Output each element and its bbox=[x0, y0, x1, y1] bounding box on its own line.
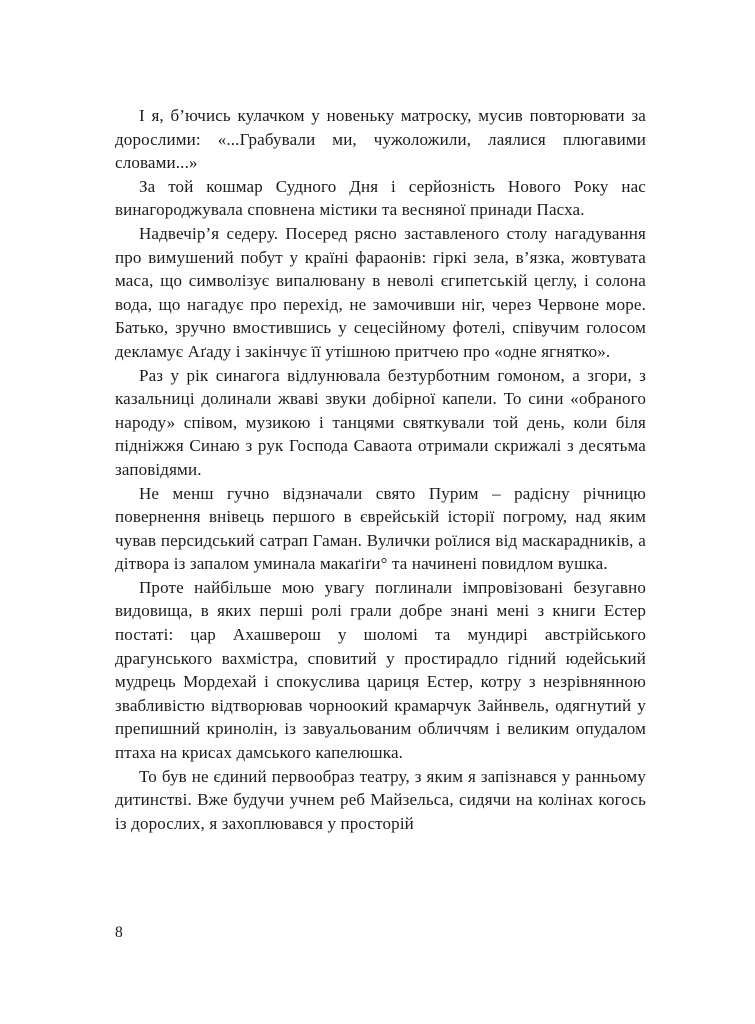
paragraph: І я, б’ючись кулачком у новеньку матроску, мусив повторювати за дорослими: «...Грабували ми, чужоложили, лаялися плюгавими словами...» bbox=[115, 106, 646, 173]
paragraph: То був не єдиний первообраз театру, з яким я запізнався у ранньому дитинстві. Вже будучи учнем реб Майзельса, сидячи на колінах когось із дорослих, я захоплювався у просторій bbox=[115, 766, 646, 833]
text-block bbox=[115, 104, 646, 835]
paragraph: Раз у рік синагога відлунювала безтурботним гомоном, а згори, з казальниці долинали жваві звуки добірної капели. То сини «обраного народу» співом, музикою і танцями святкували той день, коли біля підніжжя Синаю з рук Господа Саваота отримали скрижалі з десятьма заповідями. bbox=[115, 365, 646, 479]
paragraph: За той кошмар Судного Дня і серйозність Нового Року нас винагороджувала сповнена містики та весняної принади Пасха. bbox=[115, 176, 646, 220]
paragraph: Не менш гучно відзначали свято Пурим – радісну річницю повернення внівець першого в єврейській історії погрому, над яким чував персидський сатрап Гаман. Вулички роїлися від маскарадників, а дітвора із запалом уминала макаґіґи° та начинені повидлом вушка. bbox=[115, 483, 646, 574]
paragraph: Проте найбільше мою увагу поглинали імпровізовані безугавно видовища, в яких перші ролі грали добре знані мені з книги Естер постаті: цар Ахашверош у шоломі та мундирі австрійського драгунського вахмістра, сповитий у простирадло гідний юдейський мудрець Мордехай і спокуслива цариця Естер, котру з незрівнянною звабливістю відтворював чорноокий крамарчук Зайнвель, одягнутий у препишний кринолін, із завуальованим обличчям і великим опудалом птаха на крисах дамського капелюшка. bbox=[115, 577, 646, 763]
page-number: 8 bbox=[115, 924, 123, 941]
paragraph: Надвечір’я седеру. Посеред рясно заставленого столу нагадування про вимушений побут у країні фараонів: гіркі зела, в’язка, жовтувата маса, що символізує випалювану в неволі єгипетській цеглу, і солона вода, що нагадує про перехід, не замочивши ніг, через Червоне море. Батько, зручно вмостившись у сецесійному фотелі, співучим голосом декламує Аґаду і закінчує її утішною притчею про «одне ягнятко». bbox=[115, 223, 646, 361]
